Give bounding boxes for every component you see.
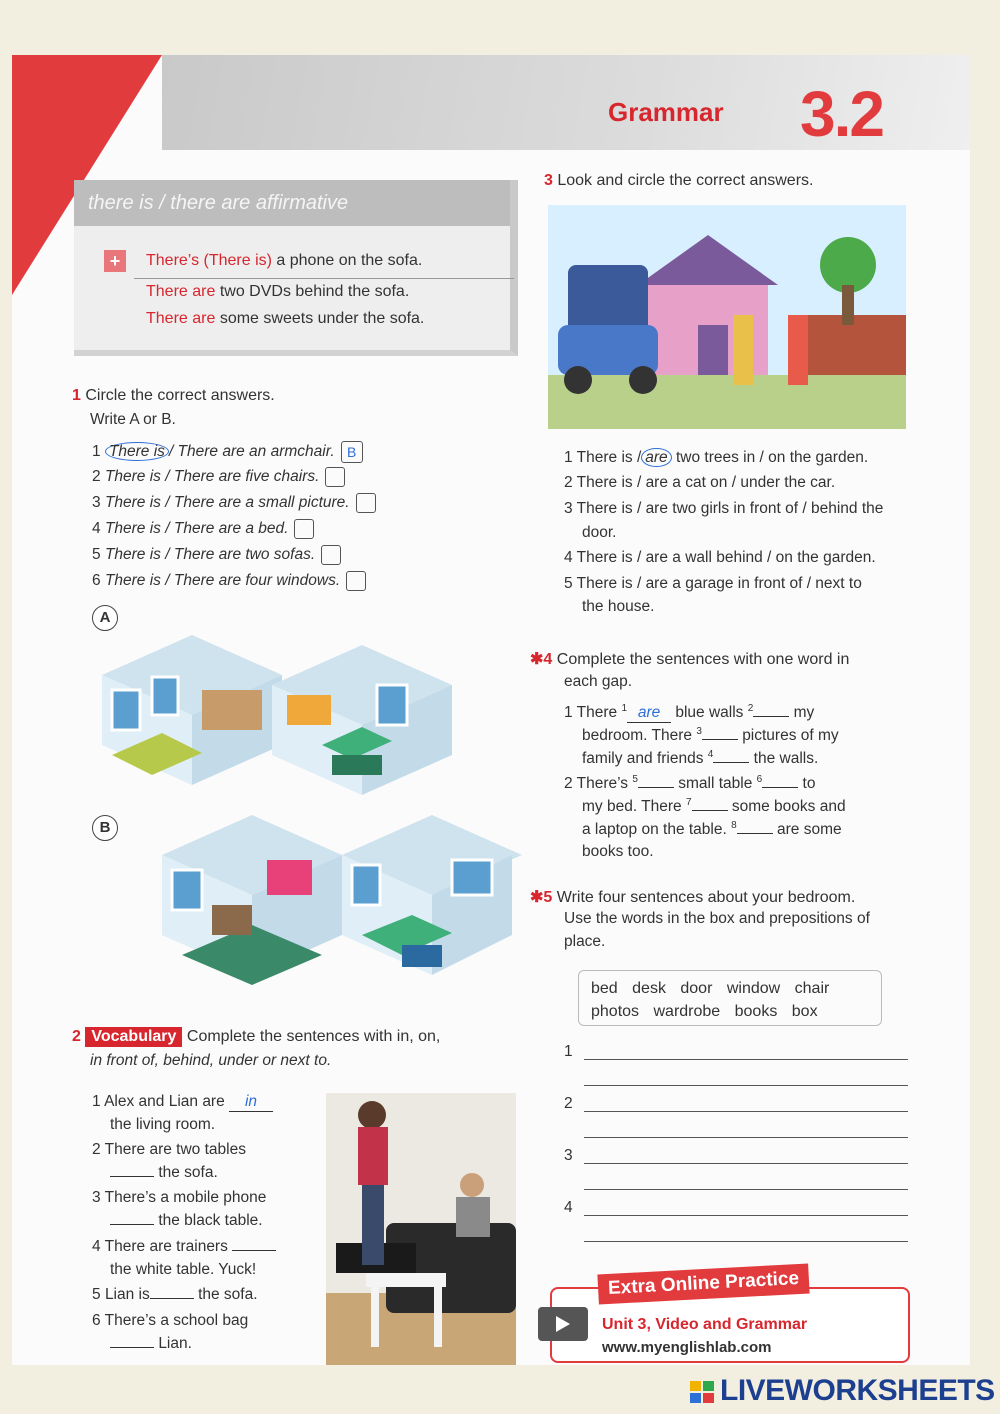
ex4-item-cont: bedroom. There $^3$ pictures of my bbox=[582, 726, 839, 745]
divider bbox=[134, 278, 514, 279]
ex2-item-cont: the sofa. bbox=[110, 1164, 218, 1182]
ex3-item: 2 There is / are a cat on / under the car. bbox=[564, 474, 836, 491]
answer-box[interactable]: B bbox=[341, 441, 363, 463]
ex4-item-cont: a laptop on the table. $^8$ are some bbox=[582, 820, 842, 839]
video-icon bbox=[538, 1307, 588, 1341]
ex5-line-number: 3 bbox=[564, 1147, 573, 1164]
ex4-item-cont: books too. bbox=[582, 843, 654, 860]
ex5-title-cont: place. bbox=[564, 933, 606, 950]
extra-practice-url[interactable]: www.myenglishlab.com bbox=[602, 1339, 772, 1356]
ex4-item: 2 There’s $^5$ small table $^6$ to bbox=[564, 774, 816, 793]
answer-blank[interactable] bbox=[110, 1347, 154, 1348]
answer-box[interactable] bbox=[294, 519, 314, 539]
ex1-item: 1 There is / There are an armchair. B bbox=[92, 441, 363, 463]
ex3-item: 3 There is / are two girls in front of / behind the bbox=[564, 500, 884, 517]
ex3-title: 3 Look and circle the correct answers. bbox=[544, 172, 814, 189]
answer-blank[interactable]: are bbox=[627, 704, 671, 723]
ex2-subtitle: in front of, behind, under or next to. bbox=[90, 1052, 332, 1069]
writing-line[interactable] bbox=[584, 1215, 908, 1216]
answer-box[interactable] bbox=[346, 571, 366, 591]
ex4-title-cont: each gap. bbox=[564, 673, 633, 690]
liveworksheets-logo-icon bbox=[690, 1379, 716, 1405]
ex2-item-cont: the living room. bbox=[110, 1116, 216, 1133]
answer-blank[interactable] bbox=[150, 1298, 194, 1299]
room-label-a: A bbox=[92, 605, 118, 631]
answer-blank[interactable] bbox=[713, 762, 749, 763]
brand-footer[interactable]: LIVEWORKSHEETS bbox=[690, 1374, 995, 1408]
plus-icon: + bbox=[104, 250, 126, 272]
vocabulary-tag: Vocabulary bbox=[85, 1027, 182, 1047]
ex4-title: ✱4 Complete the sentences with one word in bbox=[530, 651, 850, 668]
writing-line[interactable] bbox=[584, 1189, 908, 1190]
answer-blank[interactable] bbox=[753, 716, 789, 717]
answer-box[interactable] bbox=[321, 545, 341, 565]
ex1-item: 5 There is / There are two sofas. bbox=[92, 545, 341, 565]
extra-practice-unit: Unit 3, Video and Grammar bbox=[602, 1316, 808, 1333]
grammar-example: There’s (There is) a phone on the sofa. bbox=[146, 252, 423, 269]
ex1-item: 3 There is / There are a small picture. bbox=[92, 493, 376, 513]
ex2-item: 6 There’s a school bag bbox=[92, 1312, 249, 1329]
grammar-box-title: there is / there are affirmative bbox=[74, 180, 510, 226]
ex2-item-cont: Lian. bbox=[110, 1335, 192, 1353]
ex3-item: 4 There is / are a wall behind / on the garden. bbox=[564, 549, 876, 566]
ex1-subtitle: Write A or B. bbox=[90, 411, 176, 428]
answer-blank[interactable] bbox=[110, 1224, 154, 1225]
ex2-item: 5 Lian is the sofa. bbox=[92, 1286, 258, 1303]
room-label-b: B bbox=[92, 815, 118, 841]
word-box: bed desk door window chair photos wardrobe books box bbox=[578, 970, 882, 1026]
room-a-illustration bbox=[92, 615, 512, 815]
answer-blank[interactable] bbox=[232, 1250, 276, 1251]
ex5-line-number: 2 bbox=[564, 1095, 573, 1112]
ex1-item: 4 There is / There are a bed. bbox=[92, 519, 314, 539]
ex4-item-cont: my bed. There $^7$ some books and bbox=[582, 797, 846, 816]
worksheet-page bbox=[12, 55, 970, 1365]
ex4-item-cont: family and friends $^4$ the walls. bbox=[582, 749, 819, 768]
ex5-line-number: 4 bbox=[564, 1199, 573, 1216]
ex5-title: ✱5 Write four sentences about your bedroom. bbox=[530, 889, 856, 906]
answer-blank[interactable] bbox=[702, 739, 738, 740]
ex2-item: 1 Alex and Lian are in bbox=[92, 1093, 273, 1112]
section-title: Grammar bbox=[608, 97, 724, 127]
ex2-item: 3 There’s a mobile phone bbox=[92, 1189, 267, 1206]
writing-line[interactable] bbox=[584, 1137, 908, 1138]
ex5-title-cont: Use the words in the box and prepositions of bbox=[564, 910, 870, 927]
living-room-photo bbox=[326, 1093, 516, 1365]
writing-line[interactable] bbox=[584, 1085, 908, 1086]
ex2-item-cont: the white table. Yuck! bbox=[110, 1261, 257, 1278]
ex1-item: 2 There is / There are five chairs. bbox=[92, 467, 345, 487]
ex2-title: 2 Vocabulary Complete the sentences with in, on, bbox=[72, 1028, 441, 1045]
ex3-item-cont: door. bbox=[582, 524, 617, 541]
grammar-example: There are some sweets under the sofa. bbox=[146, 310, 425, 327]
grammar-box bbox=[74, 180, 518, 356]
answer-blank[interactable]: in bbox=[229, 1093, 273, 1112]
answer-blank[interactable] bbox=[762, 787, 798, 788]
house-illustration bbox=[548, 205, 906, 429]
ex2-item: 2 There are two tables bbox=[92, 1141, 246, 1158]
answer-box[interactable] bbox=[356, 493, 376, 513]
grammar-example: There are two DVDs behind the sofa. bbox=[146, 283, 410, 300]
ex3-item: 5 There is / are a garage in front of / next to bbox=[564, 575, 862, 592]
ex4-item: 1 There $^1$ are blue walls $^2$ my bbox=[564, 703, 815, 722]
writing-line[interactable] bbox=[584, 1111, 908, 1112]
unit-number: 3.2 bbox=[800, 78, 883, 150]
ex2-item: 4 There are trainers bbox=[92, 1238, 276, 1256]
ex2-item-cont: the black table. bbox=[110, 1212, 263, 1230]
extra-practice-title: Extra Online Practice bbox=[597, 1263, 809, 1304]
ex3-item-cont: the house. bbox=[582, 598, 655, 615]
answer-blank[interactable] bbox=[638, 787, 674, 788]
answer-blank[interactable] bbox=[737, 833, 773, 834]
answer-blank[interactable] bbox=[110, 1176, 154, 1177]
writing-line[interactable] bbox=[584, 1241, 908, 1242]
ex5-line-number: 1 bbox=[564, 1043, 573, 1060]
writing-line[interactable] bbox=[584, 1163, 908, 1164]
room-b-illustration bbox=[152, 805, 522, 1005]
ex3-item: 1 There is / are two trees in / on the garden. bbox=[564, 449, 869, 466]
ex1-item: 6 There is / There are four windows. bbox=[92, 571, 366, 591]
answer-blank[interactable] bbox=[692, 810, 728, 811]
writing-line[interactable] bbox=[584, 1059, 908, 1060]
answer-box[interactable] bbox=[325, 467, 345, 487]
ex1-title: 1 Circle the correct answers. bbox=[72, 387, 275, 404]
